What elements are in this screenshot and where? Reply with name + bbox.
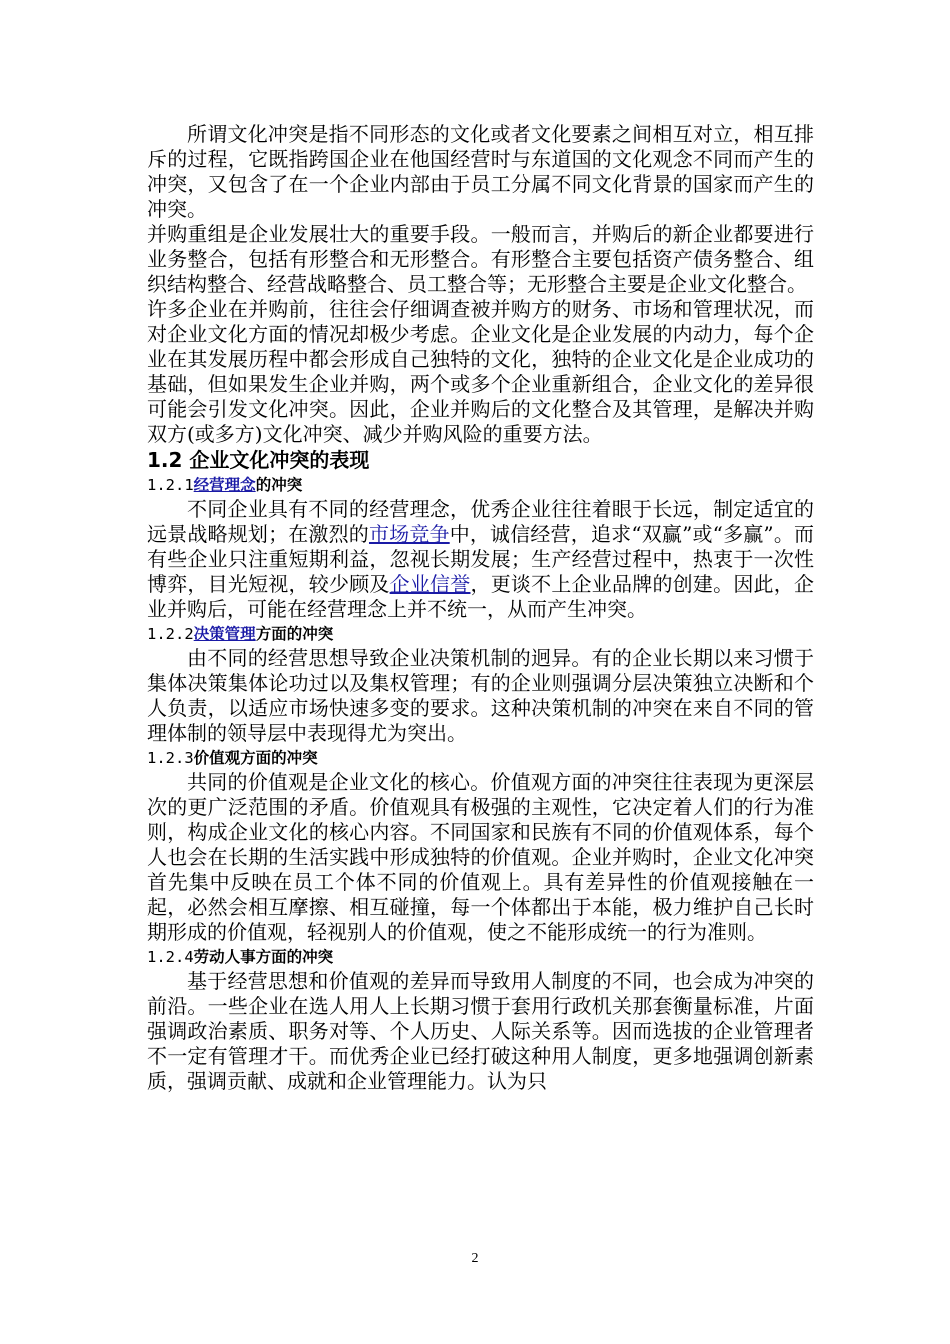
paragraph-values: 共同的价值观是企业文化的核心。价值观方面的冲突往往表现为更深层次的更广泛范围的矛盾。价值观具有极强的主观性，它决定着人们的行为准则，构成企业文化的核心内容。不同国家和民族有不同的价值观体系，每个人也会在长期的生活实践中形成独特的价值观。企业并购时，企业文化冲突首先集中反映在员工个体不同的价值观上。具有差异性的价值观接触在一起，必然会相互摩擦、相互碰撞，每一个体都出于本能，极力维护自己长时期形成的价值观，轻视别人的价值观，使之不能形成统一的行为准则。 <box>147 770 814 944</box>
paragraph-decision-management: 由不同的经营思想导致企业决策机制的迥异。有的企业长期以来习惯于集体决策集体论功过以及集权管理；有的企业则强调分层决策独立决断和个人负责，以适应市场快速多变的要求。这种决策机制的冲突在来自不同的管理体制的领导层中表现得尤为突出。 <box>147 646 814 745</box>
subsection-heading-1-2-3 <box>147 746 814 770</box>
subsection-heading-1-2-1 <box>147 473 814 497</box>
subsection-number: 1.2.3 <box>147 749 194 767</box>
paragraph-labor-personnel: 基于经营思想和价值观的差异而导致用人制度的不同，也会成为冲突的前沿。一些企业在选人用人上长期习惯于套用行政机关那套衡量标准，片面强调政治素质、职务对等、个人历史、人际关系等。因而选拔的企业管理者不一定有管理才干。而优秀企业已经打破这种用人制度，更多地强调创新素质，强调贡献、成就和企业管理能力。认为只 <box>147 969 814 1093</box>
document-page <box>147 122 814 1094</box>
paragraph-culture-importance: 许多企业在并购前，往往会仔细调查被并购方的财务、市场和管理状况，而对企业文化方面的情况却极少考虑。企业文化是企业发展的内动力，每个企业在其发展历程中都会形成自己独特的文化，独特的企业文化是企业成功的基础，但如果发生企业并购，两个或多个企业重新组合，企业文化的差异很可能会引发文化冲突。因此，企业并购后的文化整合及其管理，是解决并购双方(或多方)文化冲突、减少并购风险的重要方法。 <box>147 297 814 446</box>
text-segment: ，更谈不上企业品牌的创建。因此，企业并购后，可能在经营理念上并不统一，从而产生冲突。 <box>147 572 814 621</box>
paragraph-cultural-conflict-definition: 所谓文化冲突是指不同形态的文化或者文化要素之间相互对立，相互排斥的过程，它既指跨国企业在他国经营时与东道国的文化观念不同而产生的冲突，又包含了在一个企业内部由于员工分属不同文化背景的国家而产生的冲突。 <box>147 122 814 221</box>
subsection-number: 1.2.1 <box>147 476 194 494</box>
page-number: 2 <box>471 1251 479 1266</box>
subsection-number: 1.2.4 <box>147 948 194 966</box>
subsection-number: 1.2.2 <box>147 625 194 643</box>
paragraph-merger-integration: 并购重组是企业发展壮大的重要手段。一般而言，并购后的新企业都要进行业务整合，包括有形整合和无形整合。有形整合主要包括资产债务整合、组织结构整合、经营战略整合、员工整合等；无形整合主要是企业文化整合。 <box>147 222 814 296</box>
text-segment: 中，诚信经营，追求“双赢”或“多赢”。而有些企业只注重短期利益，忽视长期发展；生产经营过程中，热衷于一次性博弈，目光短视，较少顾及 <box>147 522 815 596</box>
text-segment: 不同企业具有不同的经营理念，优秀企业往往着眼于长远，制定适宜的远景战略规划；在激烈的 <box>147 497 814 546</box>
section-heading-1-2: 1.2 企业文化冲突的表现 <box>147 448 370 472</box>
link-market-competition[interactable]: 市场竞争 <box>368 522 450 546</box>
subsection-title-rest: 方面的冲突 <box>255 625 334 643</box>
subsection-title-rest: 的冲突 <box>255 476 303 494</box>
link-business-philosophy[interactable]: 经营理念 <box>193 476 256 494</box>
subsection-heading-1-2-4 <box>147 945 814 969</box>
link-corporate-reputation[interactable]: 企业信誉 <box>389 572 471 596</box>
subsection-heading-1-2-2 <box>147 622 814 646</box>
link-decision-management[interactable]: 决策管理 <box>193 625 256 643</box>
paragraph-business-philosophy <box>147 497 814 622</box>
subsection-title: 劳动人事方面的冲突 <box>193 948 334 966</box>
subsection-title: 价值观方面的冲突 <box>193 749 318 767</box>
